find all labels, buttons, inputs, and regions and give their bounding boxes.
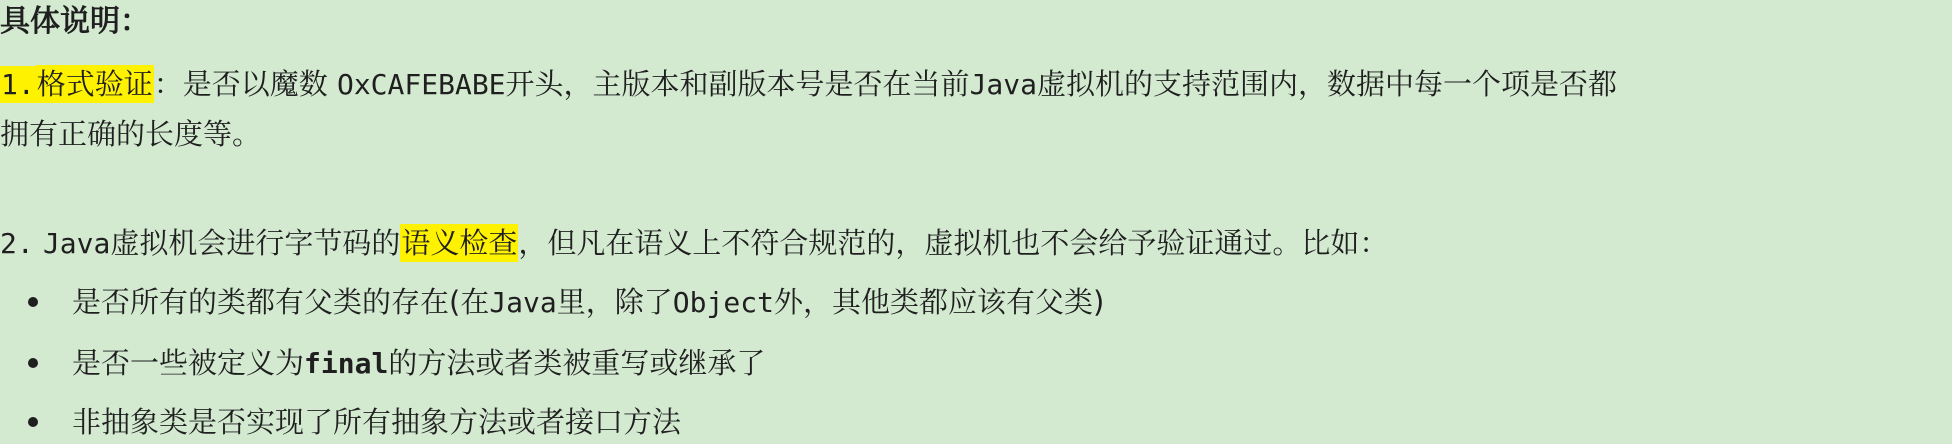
point-1-text-before-magic: 是否以魔数 xyxy=(182,67,337,101)
section-heading: 具体说明： xyxy=(0,4,150,39)
point-1-text-after-magic: 开头，主版本和副版本号是否在当前 xyxy=(505,67,970,101)
bullet-3-text: 非抽象类是否实现了所有抽象方法或者接口方法 xyxy=(72,405,682,439)
bullet-item-3 xyxy=(28,400,681,444)
point-2-number: 2. xyxy=(0,227,34,260)
point-2-text-after-highlight: ，但凡在语义上不符合规范的，虚拟机也不会给予验证通过。比如： xyxy=(518,226,1389,260)
bullet-1-code-object: Object xyxy=(672,286,774,319)
bullet-item-1 xyxy=(28,280,1104,325)
bullet-1-text-after: 外，其他类都应该有父类) xyxy=(773,285,1105,319)
point-2-highlight: 语义检查 xyxy=(401,226,518,260)
point-2-text-before-highlight: 虚拟机会进行字节码的 xyxy=(110,226,401,260)
bullet-dot-icon xyxy=(28,297,38,307)
point-1-java: Java xyxy=(969,68,1037,101)
point-1-magic: OxCAFEBABE xyxy=(336,68,506,101)
point-2-line xyxy=(0,221,1388,266)
bullet-2-text-before: 是否一些被定义为 xyxy=(72,346,305,380)
bullet-1-text-mid: 里，除了 xyxy=(556,285,673,319)
bullet-2-text-after: 的方法或者类被重写或继承了 xyxy=(388,346,766,380)
point-1-line-1 xyxy=(0,62,1617,107)
point-1-highlight: 格式验证 xyxy=(36,67,153,101)
point-1-colon: ： xyxy=(153,67,183,101)
bullet-1-code-java: Java xyxy=(489,286,557,319)
point-1-text-after-java: 虚拟机的支持范围内，数据中每一个项是否都 xyxy=(1037,67,1618,101)
point-1-number: 1. xyxy=(1,68,35,101)
bullet-dot-icon xyxy=(28,358,38,368)
bullet-dot-icon xyxy=(28,417,38,427)
bullet-item-2 xyxy=(28,341,765,386)
point-1-line-2: 拥有正确的长度等。 xyxy=(0,117,262,151)
bullet-2-code-final: final xyxy=(304,347,389,380)
point-2-java: Java xyxy=(42,227,111,260)
bullet-1-text-before: 是否所有的类都有父类的存在(在 xyxy=(72,285,490,319)
